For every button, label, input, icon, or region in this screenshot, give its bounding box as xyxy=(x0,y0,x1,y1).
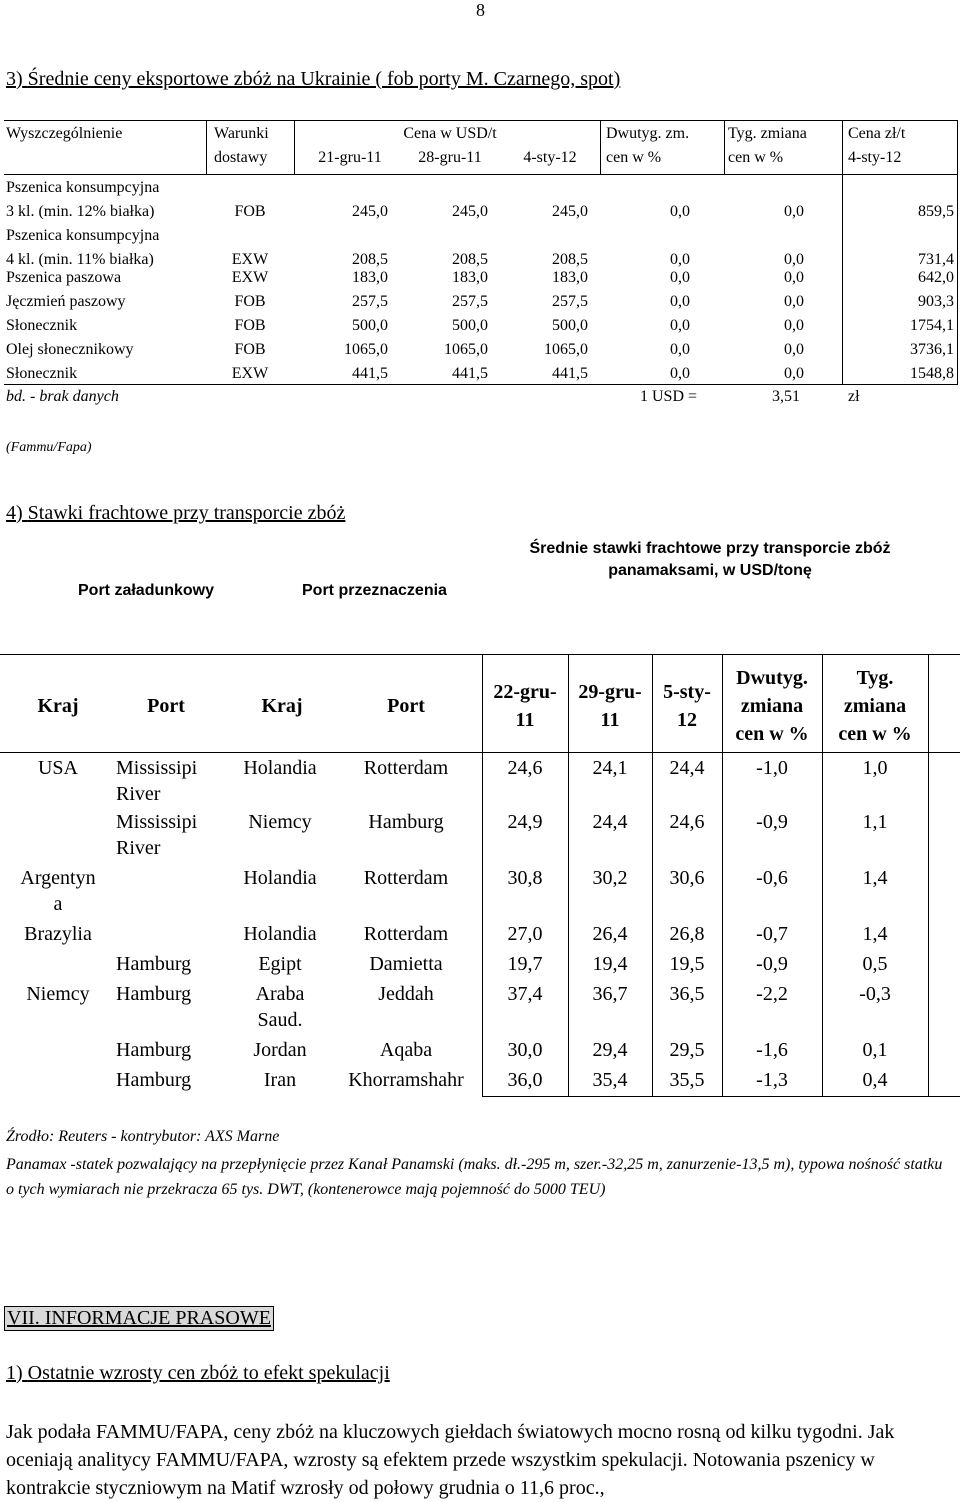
t2-row-port: Hamburg xyxy=(116,1039,192,1061)
t2-row-dest-port: Rotterdam xyxy=(363,923,449,945)
t1-row-week: 0,0 xyxy=(784,269,804,286)
t2-row-week: -0,3 xyxy=(859,983,891,1005)
t2-row-week: 1,0 xyxy=(862,757,888,779)
t1-row-terms: EXW xyxy=(231,269,269,286)
t2-row-port-b: River xyxy=(116,783,161,805)
t1-top-rule xyxy=(4,120,958,121)
t1-row-p2: 500,0 xyxy=(452,317,488,334)
t2-row-dest-port: Hamburg xyxy=(368,811,444,833)
rates-title xyxy=(470,538,950,582)
t2-row-v3: 26,8 xyxy=(669,923,705,945)
t2-row-port: Hamburg xyxy=(116,1069,192,1091)
t2-row-v3: 24,4 xyxy=(669,757,705,779)
t2-h-tw-a: Dwutyg. xyxy=(736,667,808,689)
t1-row-terms: FOB xyxy=(234,341,266,358)
t1-row-p1: 208,5 xyxy=(352,251,388,268)
t1-row-name: Jęczmień paszowy xyxy=(6,293,126,310)
t2-row-v3: 35,5 xyxy=(669,1069,705,1091)
port-load-header: Port załadunkowy xyxy=(78,582,215,599)
t2-h-d2-b: 11 xyxy=(600,709,620,731)
article1-body: Jak podała FAMMU/FAPA, ceny zbóż na kluczowych giełdach światowych mocno rosną od kilku tygodni. Jak oceniają analitycy FAMMU/FAPA, wzrosty są efektem przede wszystkim spekulacji. Notowania pszenicy w kontrakcie styczniowym na Matif wzrosły od połowy grudnia o 11,6 proc., xyxy=(6,1421,895,1499)
t2-row-week: 1,4 xyxy=(862,867,888,889)
t1-row-p1: 257,5 xyxy=(352,293,388,310)
t2-row-twoweek: -0,7 xyxy=(756,923,788,945)
t2-row-twoweek: -2,2 xyxy=(756,983,788,1005)
t2-top-rule xyxy=(0,654,960,655)
t2-row-v1: 24,6 xyxy=(507,757,543,779)
t2-row-twoweek: -0,9 xyxy=(756,811,788,833)
t1-row-twoweek: 0,0 xyxy=(670,341,690,358)
t1-row-p2: 257,5 xyxy=(452,293,488,310)
t1-h-terms2: dostawy xyxy=(214,149,268,166)
t2-row-v2: 26,4 xyxy=(592,923,628,945)
t1-row-p1: 441,5 xyxy=(352,365,388,382)
t2-h-d3-b: 12 xyxy=(677,709,697,731)
t1-row-p3: 245,0 xyxy=(552,203,588,220)
t2-row-v1: 19,7 xyxy=(507,953,543,975)
t1-row-terms: FOB xyxy=(234,293,266,310)
section4-heading xyxy=(6,502,345,525)
t2-row-twoweek: -1,3 xyxy=(756,1069,788,1091)
t1-row-terms: FOB xyxy=(234,317,266,334)
section4-num: 4) xyxy=(6,502,23,524)
t1-row-name-line1: Pszenica konsumpcyjna xyxy=(6,179,160,196)
t1-h-price-usd: Cena w USD/t xyxy=(403,125,497,142)
t1-row-pln: 859,5 xyxy=(918,203,954,220)
t2-row-dest-country: Niemcy xyxy=(248,811,312,833)
t2-h-d1-b: 11 xyxy=(515,709,535,731)
source-reuters: Źrodło: Reuters - kontrybutor: AXS Marne xyxy=(6,1128,280,1145)
t1-row-name: Pszenica paszowa xyxy=(6,269,122,286)
t2-row-v2: 35,4 xyxy=(592,1069,628,1091)
port-dest-header: Port przeznaczenia xyxy=(302,582,447,599)
t1-row-pln: 642,0 xyxy=(918,269,954,286)
t2-row-v3: 36,5 xyxy=(669,983,705,1005)
t1-row-p2: 441,5 xyxy=(452,365,488,382)
t1-row-twoweek: 0,0 xyxy=(670,251,690,268)
t1-row-p3: 441,5 xyxy=(552,365,588,382)
t1-row-terms: EXW xyxy=(231,251,269,268)
t1-row-p2: 183,0 xyxy=(452,269,488,286)
panamax-note: Panamax -statek pozwalający na przepłynięcie przez Kanał Panamski (maks. dł.-295 m, szer.-32,25 m, zanurzenie-13,5 m), typowa nośność statku o tych wymiarach nie przekracza 65 tys. DWT, (kontenerowce mają pojemność do 5000 TEU) xyxy=(6,1156,943,1198)
t1-h-d1: 21-gru-11 xyxy=(318,149,382,166)
t2-row-v2: 19,4 xyxy=(592,953,628,975)
t1-h-item: Wyszczególnienie xyxy=(6,125,123,142)
t1-header-rule xyxy=(4,174,958,175)
t1-row-pln: 1754,1 xyxy=(910,317,954,334)
t1-row-p3: 500,0 xyxy=(552,317,588,334)
t2-row-port: Mississipi xyxy=(116,757,198,779)
t2-row-v1: 24,9 xyxy=(507,811,543,833)
section4-title: Stawki frachtowe przy transporcie zbóż xyxy=(27,502,346,524)
t2-h-port2: Port xyxy=(387,695,425,717)
t1-row-pln: 1548,8 xyxy=(910,365,954,382)
t1-h-week: Tyg. zmiana xyxy=(728,125,807,142)
t1-row-week: 0,0 xyxy=(784,251,804,268)
t2-row-kraj-b: a xyxy=(53,893,63,915)
t2-row-dest-country: Holandia xyxy=(243,867,317,889)
t1-vline xyxy=(294,120,295,174)
t2-row-dest-port: Aqaba xyxy=(379,1039,433,1061)
rates-title-line2: panamaksami, w USD/tonę xyxy=(608,562,812,579)
export-prices-table xyxy=(4,120,958,412)
t2-row-kraj: USA xyxy=(37,757,78,779)
t2-h-kraj1: Kraj xyxy=(37,695,79,717)
t1-bottom-rule xyxy=(4,384,958,385)
t1-row-p3: 1065,0 xyxy=(544,341,588,358)
t2-row-week: 0,4 xyxy=(862,1069,888,1091)
t2-row-dest-country-b: Saud. xyxy=(257,1009,303,1031)
t2-h-d3 xyxy=(652,678,722,734)
t1-h-twoweek2: cen w % xyxy=(606,149,662,166)
t2-row-dest-port: Rotterdam xyxy=(363,757,449,779)
t1-row-terms: EXW xyxy=(231,365,269,382)
section3-title: Średnie ceny eksportowe zbóż na Ukrainie ( fob porty M. Czarnego, spot) xyxy=(27,68,621,90)
t2-h-kraj2: Kraj xyxy=(261,695,303,717)
t2-row-dest-port: Damietta xyxy=(369,953,443,975)
t2-h-d3-a: 5-sty- xyxy=(663,681,711,703)
t2-row-v2: 29,4 xyxy=(592,1039,628,1061)
t1-row-p1: 1065,0 xyxy=(344,341,388,358)
t2-row-dest-country: Jordan xyxy=(253,1039,307,1061)
t1-row-week: 0,0 xyxy=(784,317,804,334)
t1-row-p1: 500,0 xyxy=(352,317,388,334)
article1-heading xyxy=(6,1362,390,1385)
note-no-data: bd. - brak danych xyxy=(6,388,119,405)
t2-row-port: Hamburg xyxy=(116,983,192,1005)
t1-h-terms: Warunki xyxy=(214,125,269,142)
t2-h-d2 xyxy=(568,678,652,734)
t1-h-d2: 28-gru-11 xyxy=(418,149,482,166)
t2-row-v2: 30,2 xyxy=(592,867,628,889)
t2-h-d1 xyxy=(482,678,568,734)
t1-row-name-line1: Pszenica konsumpcyjna xyxy=(6,227,160,244)
t2-bottom-rule xyxy=(482,1096,960,1097)
t2-row-dest-port: Rotterdam xyxy=(363,867,449,889)
t2-h-wk-a: Tyg. xyxy=(856,667,894,689)
t1-row-week: 0,0 xyxy=(784,293,804,310)
t1-row-twoweek: 0,0 xyxy=(670,293,690,310)
t2-h-wk-c: cen w % xyxy=(838,723,912,745)
section3-heading xyxy=(6,68,620,91)
t1-h-pln: Cena zł/t xyxy=(848,125,906,142)
t2-h-tw-c: cen w % xyxy=(735,723,809,745)
t2-header-rule xyxy=(0,752,960,753)
usd-rate-unit: zł xyxy=(848,388,860,405)
t2-row-v2: 24,1 xyxy=(592,757,628,779)
t1-row-twoweek: 0,0 xyxy=(670,203,690,220)
t1-row-week: 0,0 xyxy=(784,341,804,358)
t1-vline xyxy=(600,120,601,174)
t2-row-week: 1,4 xyxy=(862,923,888,945)
source-fammu: (Fammu/Fapa) xyxy=(6,440,92,455)
t1-row-p1: 245,0 xyxy=(352,203,388,220)
t1-h-week2: cen w % xyxy=(728,149,784,166)
t2-row-twoweek: -0,6 xyxy=(756,867,788,889)
t2-h-d2-a: 29-gru- xyxy=(578,681,642,703)
t2-row-v2: 24,4 xyxy=(592,811,628,833)
t1-row-pln: 3736,1 xyxy=(910,341,954,358)
t2-row-dest-country: Holandia xyxy=(243,757,317,779)
t2-row-twoweek: -0,9 xyxy=(756,953,788,975)
t2-row-kraj: Niemcy xyxy=(26,983,90,1005)
t1-row-p2: 1065,0 xyxy=(444,341,488,358)
t2-row-kraj: Brazylia xyxy=(24,923,92,945)
t1-row-p3: 208,5 xyxy=(552,251,588,268)
t2-row-v1: 27,0 xyxy=(507,923,543,945)
usd-rate-label: 1 USD = xyxy=(640,388,698,405)
t2-row-port: Mississipi xyxy=(116,811,198,833)
page-number: 8 xyxy=(476,0,485,20)
t2-row-kraj: Argentyn xyxy=(20,867,96,889)
t2-row-twoweek: -1,0 xyxy=(756,757,788,779)
t2-row-week: 1,1 xyxy=(862,811,888,833)
t1-vline xyxy=(724,120,725,174)
t2-row-dest-port: Jeddah xyxy=(378,983,434,1005)
t1-row-week: 0,0 xyxy=(784,365,804,382)
section7-heading: VII. INFORMACJE PRASOWE xyxy=(4,1306,274,1331)
t2-row-v3: 24,6 xyxy=(669,811,705,833)
t2-row-v3: 19,5 xyxy=(669,953,705,975)
t1-h-pln2: 4-sty-12 xyxy=(848,149,902,166)
t2-row-port: Hamburg xyxy=(116,953,192,975)
t2-row-v3: 30,6 xyxy=(669,867,705,889)
t1-row-twoweek: 0,0 xyxy=(670,269,690,286)
t2-row-dest-country: Iran xyxy=(263,1069,297,1091)
t1-row-name: Słonecznik xyxy=(6,317,78,334)
t2-h-twoweek xyxy=(722,664,822,748)
t1-h-twoweek: Dwutyg. zm. xyxy=(606,125,690,142)
t2-row-dest-country: Holandia xyxy=(243,923,317,945)
t2-h-port1: Port xyxy=(147,695,185,717)
t2-h-tw-b: zmiana xyxy=(740,695,804,717)
t2-row-v1: 30,8 xyxy=(507,867,543,889)
t1-row-name: Słonecznik xyxy=(6,365,78,382)
freight-rates-table xyxy=(0,654,960,1098)
rates-title-line1: Średnie stawki frachtowe przy transporcie zbóż xyxy=(529,540,891,557)
t1-row-name: 3 kl. (min. 12% białka) xyxy=(6,203,155,220)
t2-row-v3: 29,5 xyxy=(669,1039,705,1061)
t1-h-d3: 4-sty-12 xyxy=(523,149,577,166)
t1-row-pln: 731,4 xyxy=(918,251,954,268)
t1-row-p3: 257,5 xyxy=(552,293,588,310)
t1-row-name: Olej słonecznikowy xyxy=(6,341,134,358)
article1-num: 1) xyxy=(6,1362,23,1384)
t1-row-p2: 208,5 xyxy=(452,251,488,268)
t1-row-p1: 183,0 xyxy=(352,269,388,286)
t1-row-p3: 183,0 xyxy=(552,269,588,286)
t2-row-dest-country: Araba xyxy=(255,983,305,1005)
t2-vline xyxy=(928,654,929,1096)
t2-row-v2: 36,7 xyxy=(592,983,628,1005)
article1-title: Ostatnie wzrosty cen zbóż to efekt spekulacji xyxy=(27,1362,390,1384)
t1-row-name: 4 kl. (min. 11% białka) xyxy=(6,251,154,268)
t2-row-port-b: River xyxy=(116,837,161,859)
t2-row-dest-port: Khorramshahr xyxy=(348,1069,464,1091)
t2-row-week: 0,5 xyxy=(862,953,888,975)
t1-row-twoweek: 0,0 xyxy=(670,365,690,382)
t2-h-week xyxy=(822,664,928,748)
t2-h-wk-b: zmiana xyxy=(843,695,907,717)
usd-rate-value: 3,51 xyxy=(772,388,800,405)
t1-row-terms: FOB xyxy=(234,203,266,220)
t1-row-twoweek: 0,0 xyxy=(670,317,690,334)
t1-vline xyxy=(957,120,958,384)
t1-vline xyxy=(206,120,207,174)
t1-row-pln: 903,3 xyxy=(918,293,954,310)
t2-row-week: 0,1 xyxy=(862,1039,888,1061)
t2-row-v1: 37,4 xyxy=(507,983,543,1005)
t2-row-v1: 30,0 xyxy=(507,1039,543,1061)
t2-row-twoweek: -1,6 xyxy=(756,1039,788,1061)
t2-row-v1: 36,0 xyxy=(507,1069,543,1091)
section3-num: 3) xyxy=(6,68,23,90)
t1-row-week: 0,0 xyxy=(784,203,804,220)
t2-h-d1-a: 22-gru- xyxy=(493,681,557,703)
t1-row-p2: 245,0 xyxy=(452,203,488,220)
t2-row-dest-country: Egipt xyxy=(258,953,302,975)
